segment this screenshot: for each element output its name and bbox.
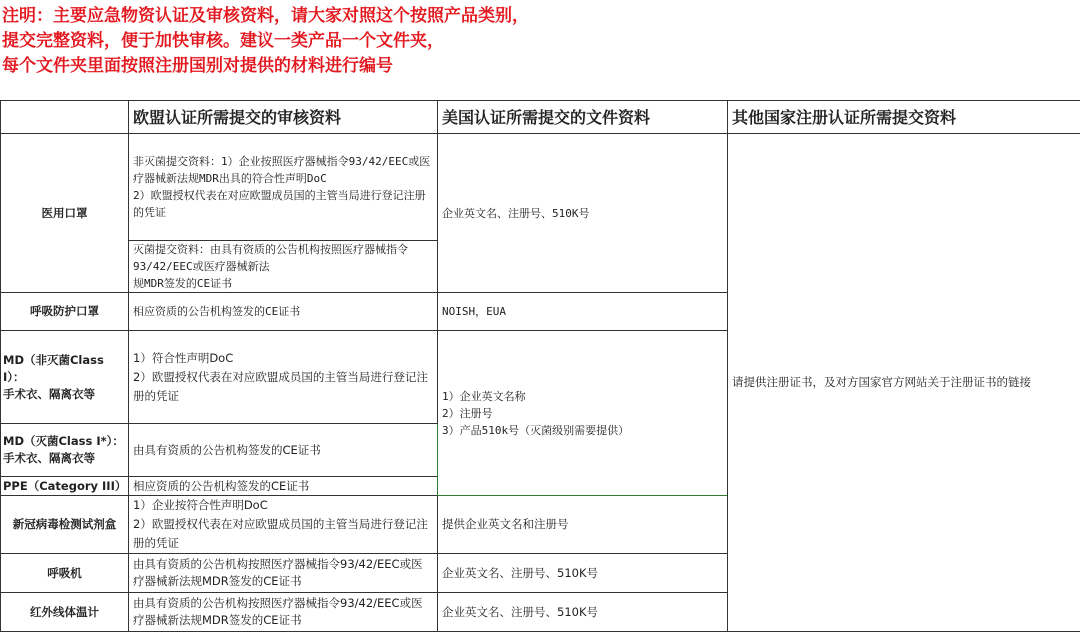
category-cell: 医用口罩 bbox=[1, 134, 129, 293]
eu-cell: 1）企业按符合性声明DoC 2）欧盟授权代表在对应欧盟成员国的主管当局进行登记注册的凭证 bbox=[129, 496, 438, 554]
us-cell: 企业英文名、注册号、510K号 bbox=[438, 554, 728, 593]
us-cell: 1）企业英文名称 2）注册号 3）产品510k号（灭菌级别需要提供） bbox=[438, 331, 728, 496]
us-cell: 企业英文名、注册号、510K号 bbox=[438, 134, 728, 293]
category-cell: PPE（Category III） bbox=[1, 477, 129, 496]
eu-cell: 相应资质的公告机构签发的CE证书 bbox=[129, 293, 438, 331]
instruction-note bbox=[2, 4, 529, 79]
header-other: 其他国家注册认证所需提交资料 bbox=[728, 101, 1080, 134]
category-cell: MD（灭菌Class I*）： 手术衣、隔离衣等 bbox=[1, 424, 129, 477]
us-cell: NOISH，EUA bbox=[438, 293, 728, 331]
note-line: 提交完整资料，便于加快审核。建议一类产品一个文件夹， bbox=[2, 29, 529, 54]
us-cell: 提供企业英文名和注册号 bbox=[438, 496, 728, 554]
eu-cell-sterile: 灭菌提交资料：由具有资质的公告机构按照医疗器械指令93/42/EEC或医疗器械新法 规MDR签发的CE证书 bbox=[129, 241, 438, 293]
header-row bbox=[1, 101, 1080, 134]
header-category bbox=[1, 101, 129, 134]
category-cell: 新冠病毒检测试剂盒 bbox=[1, 496, 129, 554]
header-us: 美国认证所需提交的文件资料 bbox=[438, 101, 728, 134]
eu-cell: 非灭菌提交资料：1）企业按照医疗器械指令93/42/EEC或医疗器械新法规MDR出具的符合性声明DoC 2）欧盟授权代表在对应欧盟成员国的主管当局进行登记注册的凭证 bbox=[129, 134, 438, 241]
category-cell: 呼吸机 bbox=[1, 554, 129, 593]
other-cell: 请提供注册证书，及对方国家官方网站关于注册证书的链接 bbox=[728, 134, 1080, 632]
category-cell: MD（非灭菌Class I）： 手术衣、隔离衣等 bbox=[1, 331, 129, 424]
note-line: 注明：主要应急物资认证及审核资料，请大家对照这个按照产品类别， bbox=[2, 4, 529, 29]
eu-cell: 1）符合性声明DoC 2）欧盟授权代表在对应欧盟成员国的主管当局进行登记注册的凭证 bbox=[129, 331, 438, 424]
category-cell: 红外线体温计 bbox=[1, 593, 129, 632]
table-row bbox=[1, 134, 1080, 241]
requirements-table bbox=[0, 100, 1080, 632]
note-line: 每个文件夹里面按照注册国别对提供的材料进行编号 bbox=[2, 54, 529, 79]
us-cell: 企业英文名、注册号、510K号 bbox=[438, 593, 728, 632]
header-eu: 欧盟认证所需提交的审核资料 bbox=[129, 101, 438, 134]
eu-cell: 由具有资质的公告机构按照医疗器械指令93/42/EEC或医疗器械新法规MDR签发的CE证书 bbox=[129, 554, 438, 593]
eu-cell: 由具有资质的公告机构签发的CE证书 bbox=[129, 424, 438, 477]
category-cell: 呼吸防护口罩 bbox=[1, 293, 129, 331]
eu-cell: 由具有资质的公告机构按照医疗器械指令93/42/EEC或医疗器械新法规MDR签发的CE证书 bbox=[129, 593, 438, 632]
eu-cell: 相应资质的公告机构签发的CE证书 bbox=[129, 477, 438, 496]
